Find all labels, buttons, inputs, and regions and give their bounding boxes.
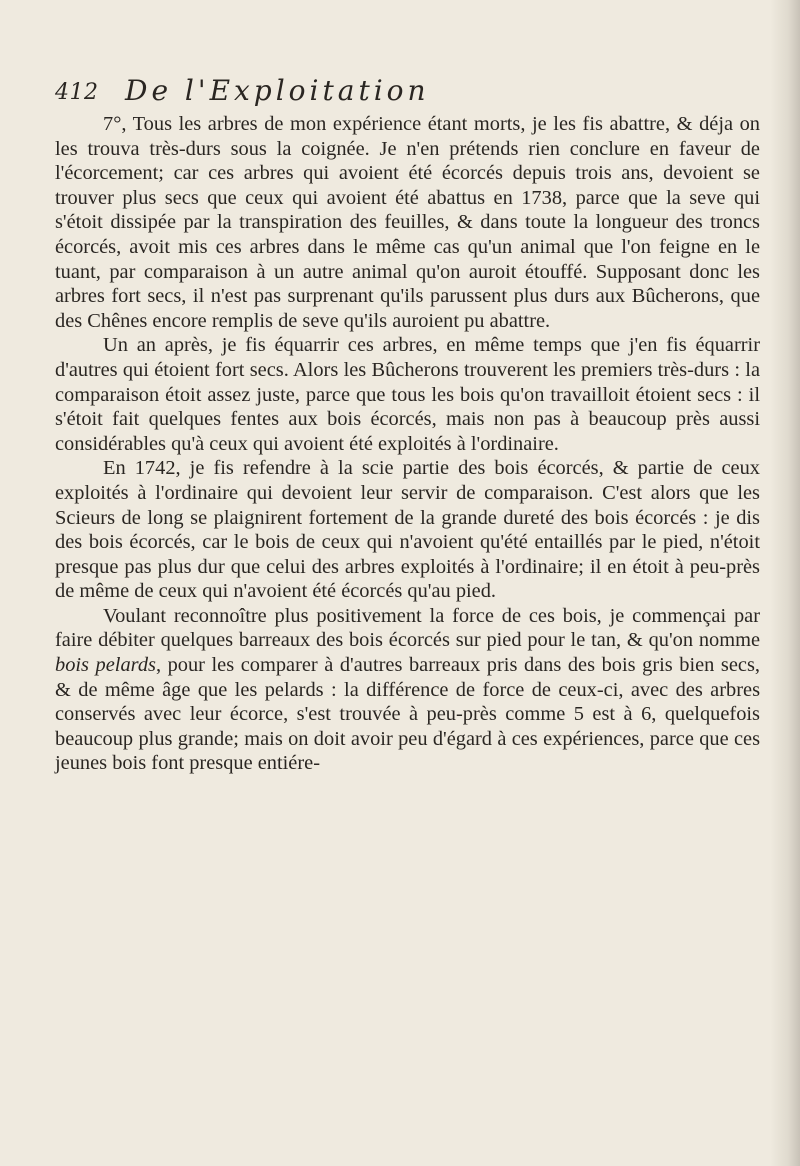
paragraph-text: , pour les comparer à d'autres barreaux pris dans des bois gris bien secs, & de même âge que les pelards : la différence de force de ceux-ci, avec des arbres conservés avec leur écorce, s'est trouvée à peu-près comme 5 est à 6, quelquefois beaucoup plus grande; mais on doit avoir peu d'égard à ces expériences, parce que ces jeunes bois font presque entiére- xyxy=(55,654,760,775)
running-head xyxy=(55,74,755,108)
paragraph xyxy=(55,456,760,604)
italic-term: bois pelards xyxy=(55,654,156,677)
paragraph xyxy=(55,112,760,333)
paragraph xyxy=(55,333,760,456)
running-title: De l'Exploitation xyxy=(125,74,430,107)
body-text xyxy=(55,112,760,776)
page-number: 412 xyxy=(55,80,99,105)
paragraph-text: Un an après, je fis équarrir ces arbres, en même temps que j'en fis équarrir d'autres qui étoient fort secs. Alors les Bûcherons trouverent les premiers très-durs : la comparaison étoit assez juste, parce que tous les bois qu'on travailloit étoient secs : il s'étoit fait quelques fentes aux bois écorcés, mais non pas à beaucoup près aussi considérables qu'à ceux qui avoient été exploités à l'ordinaire. xyxy=(55,334,760,455)
paragraph-text: 7°, Tous les arbres de mon expérience étant morts, je les fis abattre, & déja on les trouva très-durs sous la coignée. Je n'en prétends rien conclure en faveur de l'écorcement; car ces arbres qui avoient été écorcés depuis trois ans, devoient se trouver plus secs que ceux qui avoient été abattus en 1738, parce que la seve qui s'étoit dissipée par la transpiration des feuilles, & dans toute la longueur des troncs écorcés, avoit mis ces arbres dans le même cas qu'un animal que l'on feigne en le tuant, par comparaison à un autre animal qu'on auroit étouffé. Supposant donc les arbres fort secs, il n'est pas surprenant qu'ils parussent plus durs aux Bûcherons, que des Chênes encore remplis de seve qu'ils auroient pu abattre. xyxy=(55,113,760,332)
paragraph-text: Voulant reconnoître plus positivement la force de ces bois, je commençai par faire débiter quelques barreaux des bois écorcés sur pied pour le tan, & qu'on nomme xyxy=(55,604,760,652)
paragraph xyxy=(55,604,760,776)
paragraph-text: En 1742, je fis refendre à la scie partie des bois écorcés, & partie de ceux exploités à l'ordinaire qui devoient leur servir de comparaison. C'est alors que les Scieurs de long se plaignirent fortement de la grande dureté des bois écorcés : je dis des bois écorcés, car le bois de ceux qui n'avoient qu'été entaillés par le pied, n'étoit presque pas plus dur que celui des arbres exploités à l'ordinaire; il en étoit à peu-près de même de ceux qui n'avoient été écorcés qu'au pied. xyxy=(55,457,760,603)
